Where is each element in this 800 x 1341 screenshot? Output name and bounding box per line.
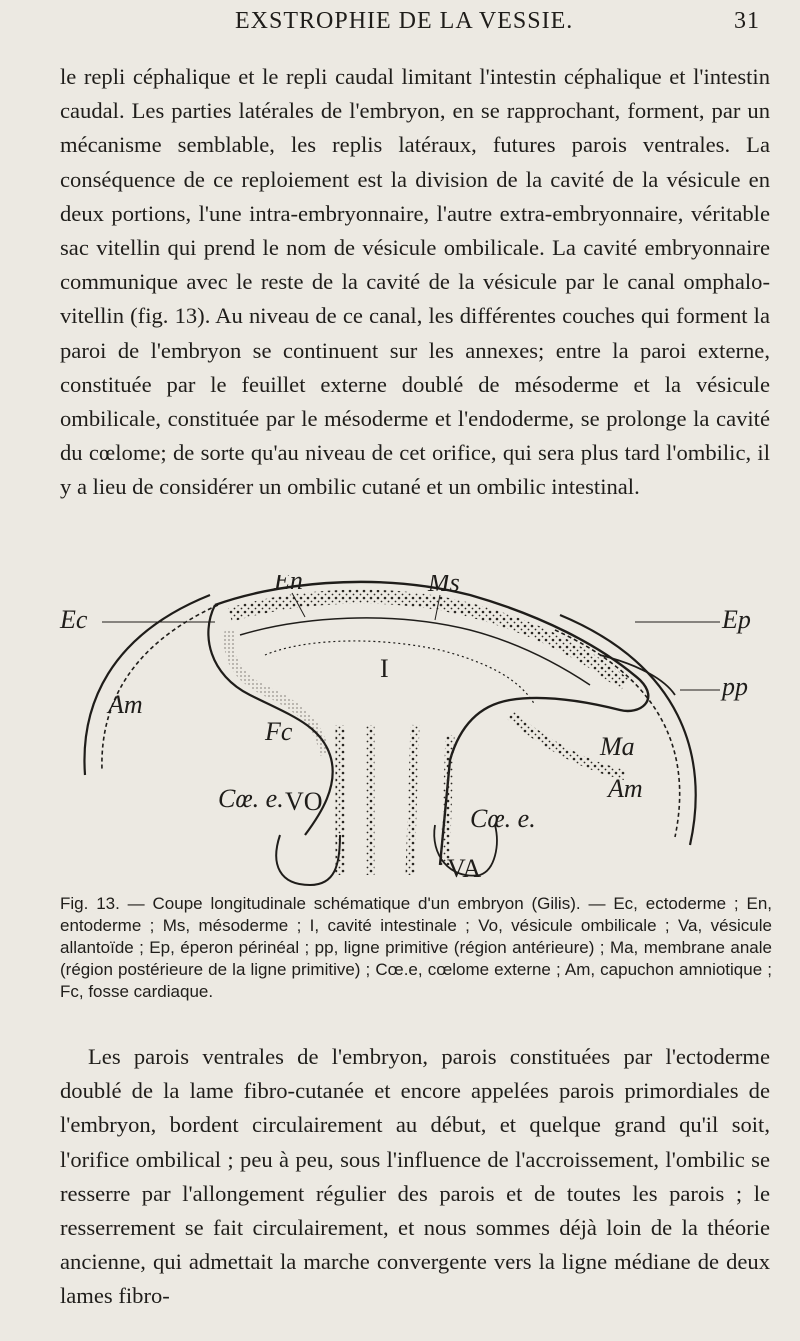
- page-number: 31: [734, 8, 760, 34]
- label-coe-left: Cœ. e.: [218, 784, 284, 813]
- figure-13-embryo-section: [40, 575, 760, 890]
- mesoderm-band: [230, 597, 625, 685]
- running-header: [60, 8, 760, 56]
- label-ms: Ms: [428, 575, 460, 597]
- yolk-sac-left: [276, 835, 340, 885]
- vitelline-wall-right: [410, 725, 415, 875]
- running-title: EXSTROPHIE DE LA VESSIE.: [235, 8, 574, 34]
- paragraph-1: [60, 60, 770, 505]
- label-va: VA: [447, 854, 482, 883]
- label-ec: Ec: [60, 605, 88, 634]
- paragraph-2-text: Les parois ventrales de l'embryon, parois constituées par l'ectoderme doublé de la lame fibro-cutanée et encore appelées parois primordiales de l'embryon, bordent circulairement au début, et quelque grand qu'il soit, l'orifice ombilical ; peu à peu, sous l'influence de l'accroissement, l'ombilic se resserre par l'allongement régulier des parois et de toutes les parois ; le resserrement se fait circulairement, et nous sommes déjà loin de la théorie ancienne, qui admettait la marche convergente vers la ligne médiane de deux lames fibro-: [60, 1044, 770, 1309]
- amnion-left-inner: [102, 605, 218, 770]
- label-ma: Ma: [600, 732, 635, 761]
- label-i: I: [380, 654, 389, 683]
- vitelline-wall-far: [445, 735, 450, 865]
- paragraph-2: [60, 1040, 770, 1314]
- label-coe-right: Cœ. e.: [470, 804, 536, 833]
- label-ep: Ep: [722, 605, 751, 634]
- caption-lead: Fig. 13. — Coupe longitudinale schématique d'un embryon (Gilis).: [60, 894, 581, 913]
- label-pp: pp: [722, 672, 748, 701]
- intestinal-cavity: [265, 641, 535, 705]
- embryo-diagram: [40, 575, 760, 890]
- label-en: En: [274, 575, 303, 595]
- figure-caption: [60, 893, 772, 1003]
- label-vo: VO: [285, 787, 323, 816]
- caption-text: — Ec, ectoderme ; En, entoderme ; Ms, mésoderme ; I, cavité intestinale ; Vo, vésicule ombilicale ; Va, vésicule allantoïde ; Ep, éperon périnéal ; pp, ligne primitive (région antérieure) ; Ma, membrane anale (région postérieure de la ligne primitive) ; Cœ.e, cœlome externe ; Am, capuchon amniotique ; Fc, fosse cardiaque.: [60, 894, 773, 1001]
- label-am-right: Am: [608, 774, 643, 803]
- paragraph-1-text: le repli céphalique et le repli caudal limitant l'intestin céphalique et l'intestin caudal. Les parties latérales de l'embryon, en se rapprochant, forment, par un mécanisme semblable, les replis latéraux, futures parois ventrales. La conséquence de ce reploiement est la division de la cavité de la vésicule en deux portions, l'une intra-embryonnaire, l'autre extra-embryonnaire, véritable sac vitellin qui prend le nom de vésicule ombilicale. La cavité embryonnaire communique avec le reste de la cavité de la vésicule par le canal omphalo-vitellin (fig. 13). Au niveau de ce canal, les différentes couches qui forment la paroi de l'embryon se continuent sur les annexes; entre la paroi externe, constituée par le feuillet externe doublé de mésoderme et la vésicule ombilicale, constituée par le mésoderme et l'endoderme, se prolonge la cavité du cœlome; de sorte qu'au niveau de cet orifice, qui sera plus tard l'ombilic, il y a lieu de considérer un ombilic cutané et un ombilic intestinal.: [60, 64, 770, 500]
- label-am-left: Am: [108, 690, 143, 719]
- label-fc: Fc: [265, 717, 293, 746]
